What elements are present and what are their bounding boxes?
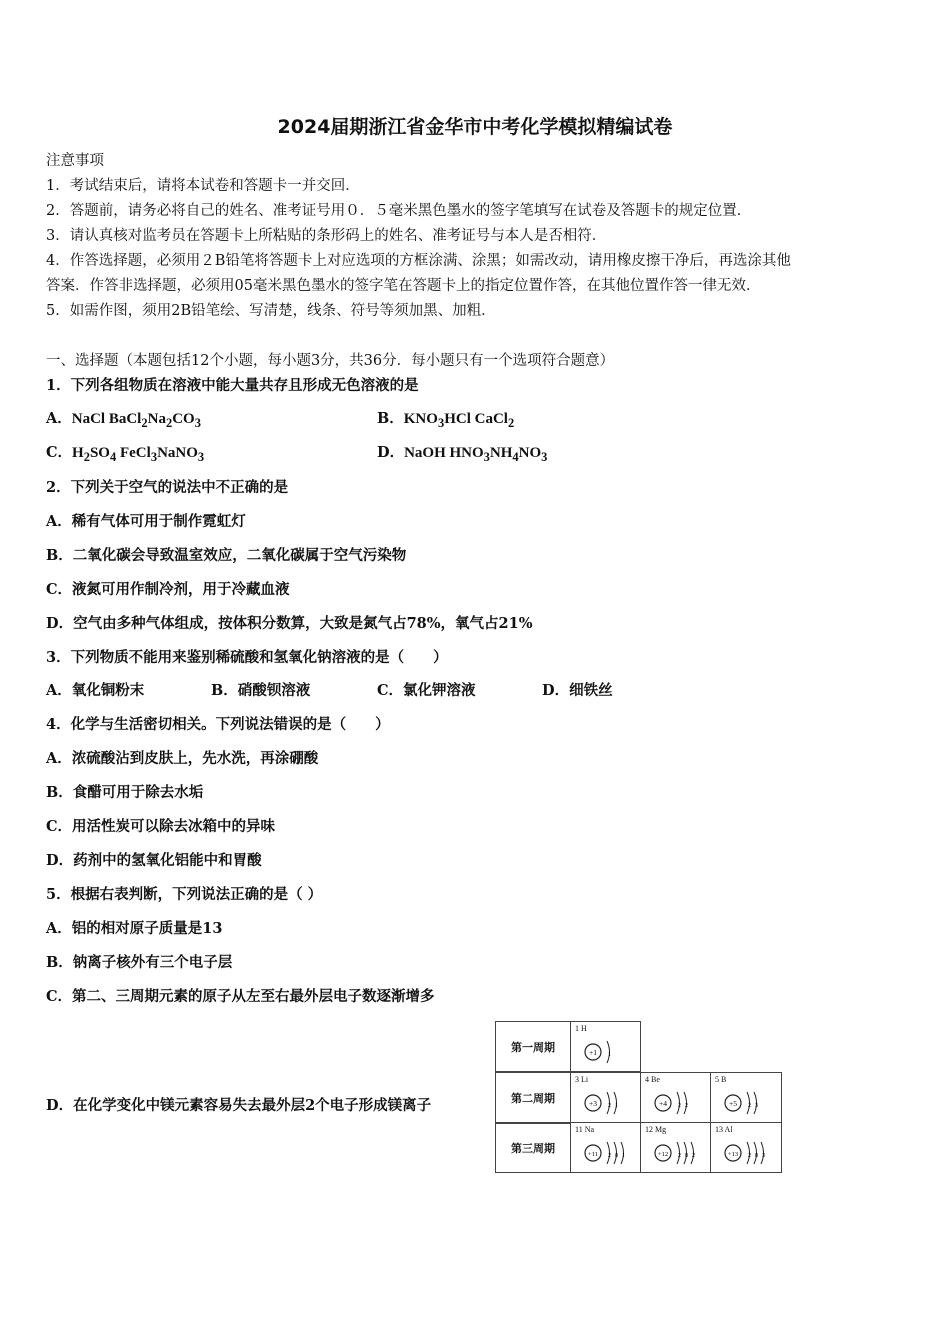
q3-option-b: B．硝酸钡溶液 (211, 682, 311, 699)
element-cell-sodium (570, 1122, 641, 1173)
nucleus-charge: +4 (659, 1099, 667, 1108)
q3-option-c: C．氯化钾溶液 (377, 682, 476, 699)
electron-count: 1 (615, 1103, 618, 1109)
page-title: 2024届期浙江省金华市中考化学模拟精编试卷 (277, 116, 673, 138)
q4-option-a: A．浓硫酸沾到皮肤上，先水洗，再涂硼酸 (46, 750, 319, 767)
nucleus-charge: +1 (589, 1048, 597, 1057)
electron-count: 3 (762, 1153, 765, 1159)
section-heading: 一、选择题（本题包括12个小题，每小题3分，共36分．每小题只有一个选项符合题意） (46, 353, 615, 369)
element-cell-boron (710, 1072, 782, 1123)
nucleus-charge: +12 (657, 1151, 669, 1158)
q1-option-a-label: A． (46, 410, 72, 427)
period-label-3: 第三周期 (495, 1123, 571, 1173)
nucleus-charge: +3 (589, 1099, 597, 1108)
atom-diagram (641, 1123, 711, 1173)
q1-option-c-label: C． (46, 444, 73, 461)
element-header: 11 Na (575, 1125, 595, 1134)
electron-count: 2 (608, 1103, 611, 1109)
q5-option-a: A．铝的相对原子质量是13 (46, 920, 223, 937)
q3-stem: 3．下列物质不能用来鉴别稀硫酸和氢氧化钠溶液的是（ ） (46, 649, 448, 666)
q5-option-b: B．钠离子核外有三个电子层 (46, 954, 233, 971)
notice-heading: 注意事项 (46, 153, 104, 169)
notice-item-2: 2．答题前，请务必将自己的姓名、准考证号用０．５毫米黑色墨水的签字笔填写在试卷及答题卡的规定位置． (46, 203, 752, 219)
q5-stem: 5．根据右表判断，下列说法正确的是（ ） (46, 886, 323, 903)
electron-count: 2 (692, 1153, 695, 1159)
q4-option-c: C．用活性炭可以除去冰箱中的异味 (46, 818, 276, 835)
electron-count: 1 (608, 1052, 611, 1058)
q2-option-c: C．液氮可用作制冷剂，用于冷藏血液 (46, 581, 290, 598)
notice-item-3: 3．请认真核对监考员在答题卡上所粘贴的条形码上的姓名、准考证号与本人是否相符． (46, 228, 607, 244)
electron-count: 2 (748, 1153, 751, 1159)
element-header: 13 Al (715, 1125, 733, 1134)
q1-option-d-formula: NaOH $HNO_3NH_4NO_3$ (404, 445, 548, 464)
electron-count: 2 (678, 1103, 681, 1109)
q1-option-a-formula: NaCl $BaCl_2Na_2CO_3$ (71, 411, 201, 430)
q1-option-a (46, 410, 201, 432)
q3-option-d: D．细铁丝 (542, 682, 613, 699)
element-header: 3 Li (575, 1075, 589, 1084)
q2-option-d: D．空气由多种气体组成，按体积分数算，大致是氮气占78%，氧气占21% (46, 615, 533, 632)
element-header: 12 Mg (645, 1125, 667, 1134)
electron-count: 3 (755, 1103, 758, 1109)
q2-option-b: B．二氧化碳会导致温室效应，二氧化碳属于空气污染物 (46, 547, 407, 564)
element-cell-magnesium (640, 1122, 711, 1173)
notice-item-1: 1．考试结束后，请将本试卷和答题卡一并交回． (46, 178, 360, 194)
notice-item-5: 5．如需作图，须用2B铅笔绘、写清楚，线条、符号等须加黑、加粗． (46, 303, 496, 319)
q2-option-a: A．稀有气体可用于制作霓虹灯 (46, 513, 246, 530)
q1-option-d (377, 444, 547, 466)
q5-option-d: D．在化学变化中镁元素容易失去最外层2个电子形成镁离子 (46, 1097, 432, 1114)
electron-count: 2 (678, 1153, 681, 1159)
element-cell-hydrogen (570, 1021, 641, 1072)
electron-count: 2 (685, 1103, 688, 1109)
q1-stem: 1．下列各组物质在溶液中能大量共存且形成无色溶液的是 (46, 377, 419, 394)
q1-option-b-formula: $KNO_3HCl$ CaCl$_2$ (403, 411, 515, 430)
nucleus-charge: +13 (727, 1151, 739, 1158)
nucleus-charge: +5 (729, 1099, 737, 1108)
q5-option-c: C．第二、三周期元素的原子从左至右最外层电子数逐渐增多 (46, 988, 435, 1005)
periodic-table-figure (495, 1021, 782, 1173)
electron-count: 8 (755, 1153, 758, 1159)
q1-option-b (377, 410, 514, 432)
q3-option-a: A．氧化铜粉末 (46, 682, 145, 699)
atom-diagram (571, 1073, 641, 1123)
q4-stem: 4．化学与生活密切相关。下列说法错误的是（ ） (46, 716, 390, 733)
element-cell-aluminum (710, 1122, 782, 1173)
period-label-2: 第二周期 (495, 1072, 571, 1123)
element-header: 4 Be (645, 1075, 660, 1084)
q1-option-d-label: D． (377, 444, 405, 461)
atom-diagram (641, 1073, 711, 1123)
electron-count: 2 (608, 1153, 611, 1159)
nucleus-charge: +11 (588, 1151, 598, 1158)
electron-count: 8 (615, 1153, 618, 1159)
atom-diagram (571, 1123, 641, 1173)
q1-option-b-label: B． (377, 410, 404, 427)
element-cell-beryllium (640, 1072, 711, 1123)
atom-diagram (571, 1022, 641, 1072)
electron-count: 8 (685, 1153, 688, 1159)
q1-option-c-formula: $H_2SO_4$ FeCl$_3$NaNO$_3$ (72, 445, 205, 464)
element-cell-lithium (570, 1072, 641, 1123)
q4-option-d: D．药剂中的氢氧化铝能中和胃酸 (46, 852, 262, 869)
q4-option-b: B．食醋可用于除去水垢 (46, 784, 204, 801)
notice-item-4: 4．作答选择题，必须用２B铅笔将答题卡上对应选项的方框涂满、涂黑；如需改动，请用橡皮擦干净后，再选涂其他 (46, 253, 791, 269)
electron-count: 2 (748, 1103, 751, 1109)
element-header: 5 B (715, 1075, 727, 1084)
q2-stem: 2．下列关于空气的说法中不正确的是 (46, 479, 289, 496)
period-label-1: 第一周期 (495, 1021, 571, 1072)
atom-diagram (711, 1123, 781, 1173)
notice-item-4-continued: 答案．作答非选择题，必须用05毫米黑色墨水的签字笔在答题卡上的指定位置作答，在其他位置作答一律无效． (46, 278, 761, 294)
atom-diagram (711, 1073, 781, 1123)
q1-option-c (46, 444, 204, 466)
element-header: 1 H (575, 1024, 587, 1033)
electron-count: 1 (622, 1153, 625, 1159)
